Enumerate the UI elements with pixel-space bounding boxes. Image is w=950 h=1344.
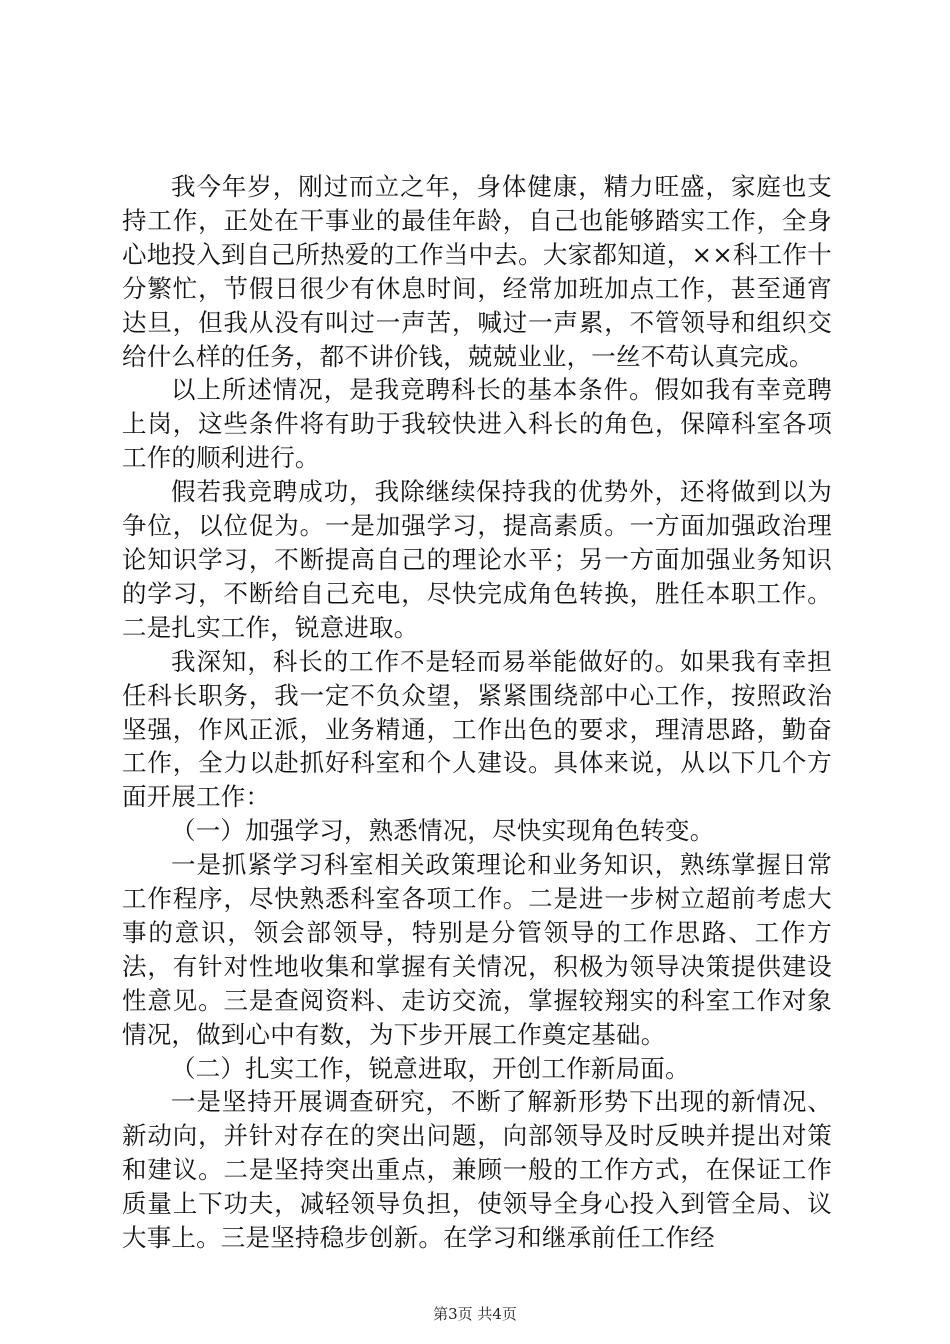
paragraph-basic-conditions: 以上所述情况，是我竞聘科长的基本条件。假如我有幸竞聘上岗，这些条件将有助于我较快进入科长的角色，保障科室各项工作的顺利进行。	[122, 375, 832, 473]
paragraph-section-2-body: 一是坚持开展调查研究，不断了解新形势下出现的新情况、新动向，并针对存在的突出问题，向部领导及时反映并提出对策和建议。二是坚持突出重点，兼顾一般的工作方式，在保证工作质量上下功夫，减轻领导负担，使领导全身心投入到管全局、议大事上。三是坚持稳步创新。在学习和继承前任工作经	[122, 1087, 832, 1253]
paragraph-if-successful: 假若我竞聘成功，我除继续保持我的优势外，还将做到以为争位，以位促为。一是加强学习，提高素质。一方面加强政治理论知识学习，不断提高自己的理论水平；另一方面加强业务知识的学习，不断给自己充电，尽快完成角色转换，胜任本职工作。二是扎实工作，锐意进取。	[122, 477, 832, 642]
paragraph-commitment: 我深知，科长的工作不是轻而易举能做好的。如果我有幸担任科长职务，我一定不负众望，紧紧围绕部中心工作，按照政治坚强，作风正派，业务精通，工作出色的要求，理清思路，勤奋工作，全力以赴抓好科室和个人建设。具体来说，从以下几个方面开展工作：	[122, 646, 832, 812]
page-number-label: 第3页 共4页	[433, 1305, 517, 1323]
document-body	[122, 170, 832, 1255]
section-heading-1: （一）加强学习，熟悉情况，尽快实现角色转变。	[171, 816, 715, 846]
paragraph-qualifications: 我今年岁，刚过而立之年，身体健康，精力旺盛，家庭也支持工作，正处在干事业的最佳年龄，自己也能够踏实工作，全身心地投入到自己所热爱的工作当中去。大家都知道，××科工作十分繁忙，节假日很少有休息时间，经常加班加点工作，甚至通宵达旦，但我从没有叫过一声苦，喊过一声累，不管领导和组织交给什么样的任务，都不讲价钱，兢兢业业，一丝不苟认真完成。	[122, 172, 832, 371]
paragraph-section-1-body: 一是抓紧学习科室相关政策理论和业务知识，熟练掌握日常工作程序，尽快熟悉科室各项工作。二是进一步树立超前考虑大事的意识，领会部领导，特别是分管领导的工作思路、工作方法，有针对性地收集和掌握有关情况，积极为领导决策提供建设性意见。三是查阅资料、走访交流，掌握较翔实的科室工作对象情况，做到心中有数，为下步开展工作奠定基础。	[122, 850, 832, 1049]
page-footer	[0, 1304, 950, 1324]
section-heading-2: （二）扎实工作，锐意进取，开创工作新局面。	[171, 1053, 690, 1083]
